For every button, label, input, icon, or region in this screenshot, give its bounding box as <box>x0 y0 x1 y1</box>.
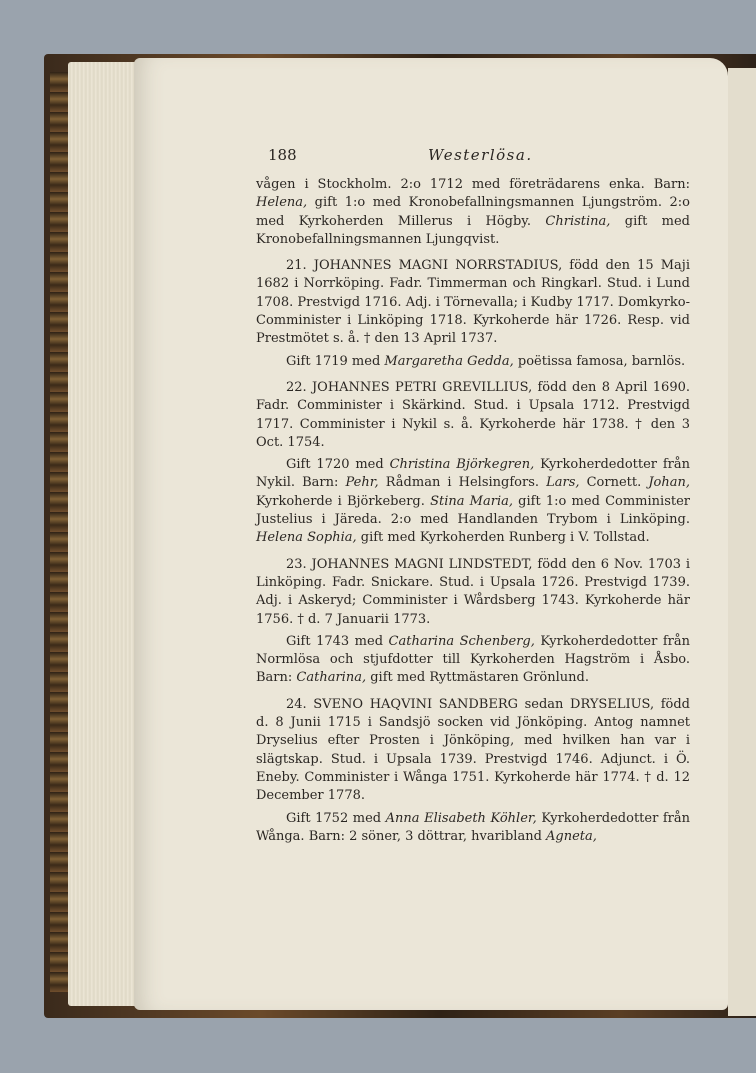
text-run: Cornett. <box>579 475 649 491</box>
italic-name: Helena, <box>256 195 308 211</box>
text-run: Kyrkoherdedotter från Wånga. Barn: 2 söner, 3 döttrar, hvaribland <box>256 810 690 844</box>
page-body-text <box>256 176 690 846</box>
biography-entry <box>256 257 690 348</box>
text-run: poëtissa famosa, barnlös. <box>513 353 686 369</box>
text-run: gift 1:o med Comminister Justelius i Järeda. 2:o med Handlanden Trybom i Linköping. <box>256 493 691 528</box>
italic-name: Christina Björkegren, <box>389 457 535 473</box>
text-run: gift med Kyrkoherden Runberg i V. Tollstad. <box>356 530 650 546</box>
text-run: vågen i Stockholm. 2:o 1712 med företrädarens enka. Barn: <box>256 177 690 192</box>
paragraph <box>256 810 690 847</box>
text-run: Kyrkoherdedotter från Nykil. Barn: <box>256 457 691 491</box>
text-run: Rådman i Helsingfors. <box>378 475 547 491</box>
paragraph <box>256 633 690 688</box>
text-run: gift 1:o med Kronobefallningsmannen Ljungström. 2:o med Kyrkoherden Millerus i Högby. <box>256 195 690 229</box>
page-header <box>268 146 698 170</box>
italic-name: Helena Sophia, <box>256 530 357 546</box>
page-number: 188 <box>268 146 297 164</box>
text-run: Gift 1752 med <box>286 810 386 826</box>
paragraph <box>256 456 690 547</box>
biography-entry <box>256 696 690 806</box>
italic-name: Christina, <box>545 213 611 229</box>
text-run: Kyrkoherdedotter från Normlösa och stjufdotter till Kyrkoherden Hagström i Åsbo. Barn: <box>256 633 690 686</box>
text-run: 22. JOHANNES PETRI GREVILLIUS, född den 8 April 1690. Fadr. Comminister i Skärkind. Stud. i Upsala 1712. Prestvigd 1717. Comminister i Nykil s. å. Kyrkoherde här 1738. † den 3 Oct. 1754. <box>256 379 690 450</box>
italic-name: Catharina Schenberg, <box>388 633 535 649</box>
text-run: Gift 1719 med <box>286 353 385 369</box>
italic-name: Anna Elisabeth Köhler, <box>385 810 537 826</box>
running-title: Westerlösa. <box>428 146 533 164</box>
text-run: 21. JOHANNES MAGNI NORRSTADIUS, född den 15 Maji 1682 i Norrköping. Fadr. Timmerman och Ringkarl. Stud. i Lund 1708. Prestvigd 1716. Adj. i Törnevalla; i Kudby 1717. Domkyrko-Comminister i Linköping 1718. Kyrkoherde här 1726. Resp. vid Prestmötet s. å. † den 13 April 1737. <box>256 258 690 347</box>
paragraph <box>256 353 690 371</box>
paragraph <box>256 176 690 249</box>
italic-name: Lars, <box>546 475 580 491</box>
italic-name: Agneta, <box>546 828 597 844</box>
italic-name: Pehr, <box>345 475 379 491</box>
italic-name: Johan, <box>648 475 690 491</box>
italic-name: Catharina, <box>296 670 367 686</box>
text-run: Gift 1720 med <box>286 457 390 473</box>
text-run: gift med Ryttmästaren Grönlund. <box>366 670 589 686</box>
italic-name: Stina Maria, <box>430 493 513 509</box>
text-run: 23. JOHANNES MAGNI LINDSTEDT, född den 6 Nov. 1703 i Linköping. Fadr. Snickare. Stud. i Upsala 1726. Prestvigd 1739. Adj. i Askeryd; Comminister i Wårdsberg 1743. Kyrkoherde här 1756. † d. 7 Januarii 1773. <box>256 556 690 627</box>
biography-entry <box>256 556 690 629</box>
text-run: gift med Kronobefallningsmannen Ljungqvist. <box>256 213 691 247</box>
text-run: 24. SVENO HAQVINI SANDBERG sedan DRYSELIUS, född d. 8 Junii 1715 i Sandsjö socken vid Jönköping. Antog namnet Dryselius efter Prosten i Jönköping, med hvilken han var i slägtskap. Stud. i Upsala 1739. Prestvigd 1746. Adjunct. i Ö. Eneby. Comminister i Wånga 1751. Kyrkoherde här 1774. † d. 12 December 1778. <box>256 696 690 804</box>
text-run: Gift 1743 med <box>286 633 389 649</box>
facing-page-edge <box>728 68 756 1016</box>
italic-name: Margaretha Gedda, <box>384 353 514 369</box>
biography-entry <box>256 379 690 452</box>
text-run: Kyrkoherde i Björkeberg. <box>256 493 431 509</box>
